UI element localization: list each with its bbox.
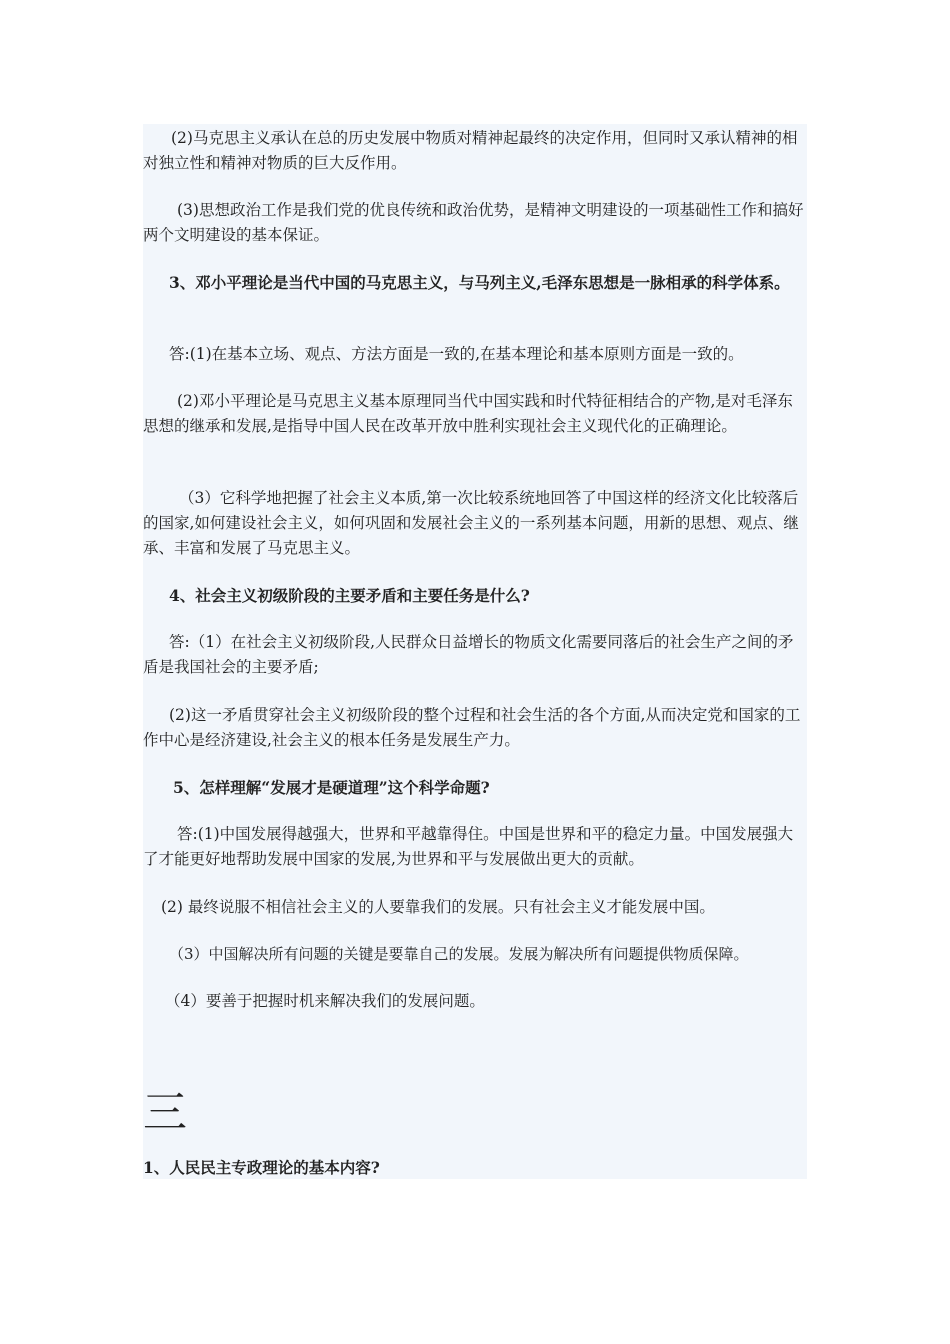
answer-3-1: 答:(1)在基本立场、观点、方法方面是一致的,在基本理论和基本原则方面是一致的。 — [169, 345, 744, 363]
answer-5-2: (2) 最终说服不相信社会主义的人要靠我们的发展。只有社会主义才能发展中国。 — [161, 898, 715, 916]
section-heading: 三 — [143, 1087, 187, 1138]
paragraph-2: (2)马克思主义承认在总的历史发展中物质对精神起最终的决定作用，但同时又承认精神的相对独立性和精神对物质的巨大反作用。 — [143, 129, 798, 172]
question-4: 4、社会主义初级阶段的主要矛盾和主要任务是什么? — [169, 586, 530, 605]
paragraph-3: (3)思想政治工作是我们党的优良传统和政治优势，是精神文明建设的一项基础性工作和搞好两个文明建设的基本保证。 — [143, 201, 804, 244]
answer-5-4: （4）要善于把握时机来解决我们的发展问题。 — [165, 992, 485, 1010]
answer-3-2: (2)邓小平理论是马克思主义基本原理同当代中国实践和时代特征相结合的产物,是对毛泽东思想的继承和发展,是指导中国人民在改革开放中胜利实现社会主义现代化的正确理论。 — [143, 392, 793, 435]
question-last: 1、人民民主专政理论的基本内容? — [143, 1158, 380, 1177]
answer-4-1: 答:（1）在社会主义初级阶段,人民群众日益增长的物质文化需要同落后的社会生产之间的矛盾是我国社会的主要矛盾; — [143, 633, 794, 676]
answer-5-1: 答:(1)中国发展得越强大，世界和平越靠得住。中国是世界和平的稳定力量。中国发展强大了才能更好地帮助发展中国家的发展,为世界和平与发展做出更大的贡献。 — [143, 825, 794, 868]
question-3: 3、邓小平理论是当代中国的马克思主义，与马列主义,毛泽东思想是一脉相承的科学体系。 — [169, 273, 790, 292]
question-5: 5、怎样理解“发展才是硬道理”这个科学命题? — [173, 778, 490, 797]
answer-4-2: (2)这一矛盾贯穿社会主义初级阶段的整个过程和社会生活的各个方面,从而决定党和国家的工作中心是经济建设,社会主义的根本任务是发展生产力。 — [143, 706, 801, 749]
answer-3-3: （3）它科学地把握了社会主义本质,第一次比较系统地回答了中国这样的经济文化比较落后的国家,如何建设社会主义，如何巩固和发展社会主义的一系列基本问题，用新的思想、观点、继承、丰富和发展了马克思主义。 — [143, 489, 799, 557]
answer-5-3: （3）中国解决所有问题的关键是要靠自己的发展。发展为解决所有问题提供物质保障。 — [169, 945, 749, 963]
